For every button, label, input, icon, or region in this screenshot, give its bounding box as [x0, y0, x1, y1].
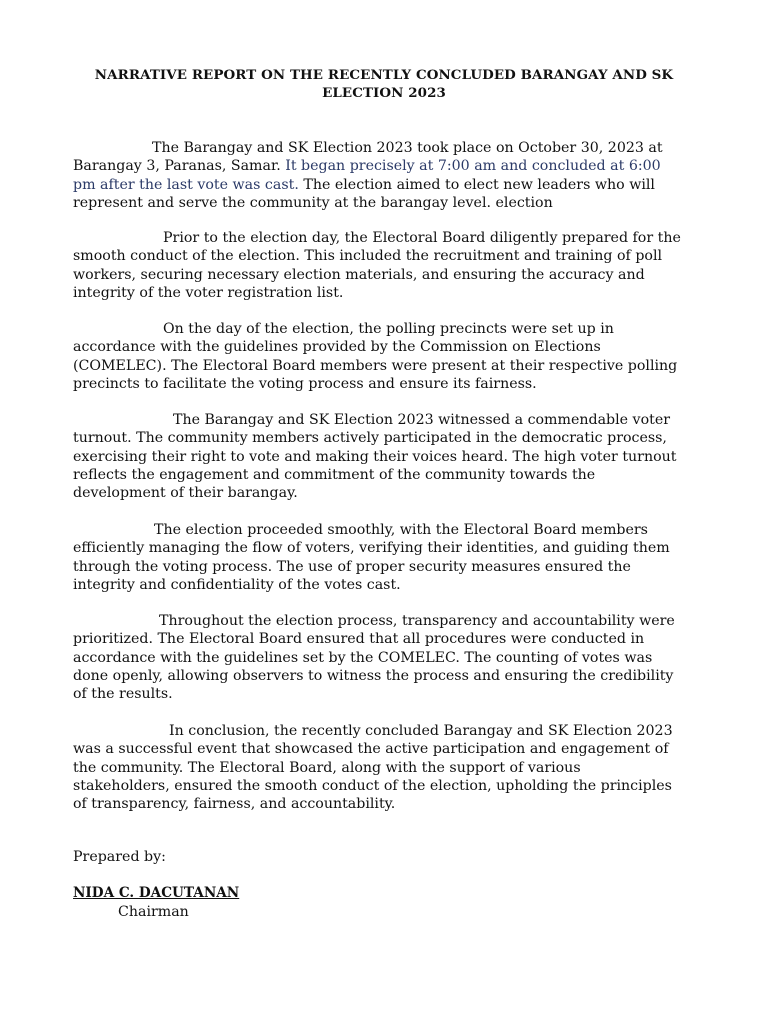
prepared-by-label: Prepared by: — [73, 849, 166, 865]
paragraph-line: (COMELEC). The Electoral Board members were present at their respective polling — [73, 357, 678, 374]
paragraph-intro — [73, 139, 693, 212]
paragraph-text: The election aimed to elect new leaders who will — [298, 176, 655, 193]
paragraph-line: through the voting process. The use of proper security measures ensured the — [73, 558, 631, 575]
paragraph-line: efficiently managing the flow of voters, verifying their identities, and guiding them — [73, 540, 670, 557]
paragraph-line — [73, 157, 693, 175]
title-line-1: NARRATIVE REPORT ON THE RECENTLY CONCLUDED BARANGAY AND SK — [94, 67, 674, 83]
paragraph-line: Throughout the election process, transparency and accountability were — [159, 613, 675, 629]
paragraph-line: was a successful event that showcased the active participation and engagement of — [73, 741, 669, 758]
paragraph-line: stakeholders, ensured the smooth conduct of the election, upholding the principles — [73, 777, 672, 794]
highlighted-text: pm after the last vote was cast. — [73, 176, 299, 193]
paragraph-line: accordance with the guidelines set by the COMELEC. The counting of votes was — [73, 649, 653, 666]
paragraph-line: The Barangay and SK Election 2023 witnessed a commendable voter — [173, 412, 670, 428]
paragraph-line: the community. The Electoral Board, along with the support of various — [73, 759, 581, 776]
paragraph-line: turnout. The community members actively participated in the democratic process, — [73, 430, 667, 447]
paragraph-line: of the results. — [73, 686, 173, 703]
paragraph-proceedings — [73, 521, 693, 594]
paragraph-line: prioritized. The Electoral Board ensured that all procedures were conducted in — [73, 631, 645, 648]
paragraph-line: smooth conduct of the election. This included the recruitment and training of poll — [73, 248, 663, 265]
paragraph-line: The Barangay and SK Election 2023 took place on October 30, 2023 at — [152, 140, 663, 156]
paragraph-line: precincts to facilitate the voting process and ensure its fairness. — [73, 375, 537, 392]
paragraph-line: accordance with the guidelines provided by the Commission on Elections — [73, 339, 601, 356]
paragraph-line: On the day of the election, the polling precincts were set up in — [163, 321, 614, 337]
paragraph-line: In conclusion, the recently concluded Barangay and SK Election 2023 — [169, 723, 673, 739]
signatory-title: Chairman — [118, 904, 189, 920]
paragraph-line: reflects the engagement and commitment of the community towards the — [73, 466, 596, 483]
paragraph-transparency — [73, 612, 693, 703]
paragraph-turnout — [73, 411, 693, 502]
paragraph-line: workers, securing necessary election materials, and ensuring the accuracy and — [73, 266, 645, 283]
paragraph-line — [73, 176, 693, 194]
paragraph-line: done openly, allowing observers to witness the process and ensuring the credibility — [73, 667, 674, 684]
signatory-name: NIDA C. DACUTANAN — [73, 885, 240, 901]
title-line-2: ELECTION 2023 — [322, 85, 446, 101]
paragraph-line: development of their barangay. — [73, 485, 298, 502]
paragraph-line: exercising their right to vote and making their voices heard. The high voter turnout — [73, 448, 677, 465]
paragraph-line: integrity and confidentiality of the votes cast. — [73, 576, 401, 593]
paragraph-election-day — [73, 320, 693, 393]
paragraph-text: Barangay 3, Paranas, Samar. — [73, 158, 286, 175]
paragraph-preparation — [73, 229, 693, 302]
highlighted-text: It began precisely at 7:00 am and concluded at 6:00 — [285, 158, 661, 175]
paragraph-conclusion — [73, 722, 693, 813]
paragraph-line: Prior to the election day, the Electoral Board diligently prepared for the — [163, 230, 681, 246]
paragraph-line: represent and serve the community at the barangay level. election — [73, 194, 553, 211]
paragraph-line: integrity of the voter registration list. — [73, 284, 344, 301]
paragraph-line: of transparency, fairness, and accountability. — [73, 796, 396, 813]
report-title — [60, 66, 708, 102]
paragraph-line: The election proceeded smoothly, with the Electoral Board members — [154, 522, 648, 538]
